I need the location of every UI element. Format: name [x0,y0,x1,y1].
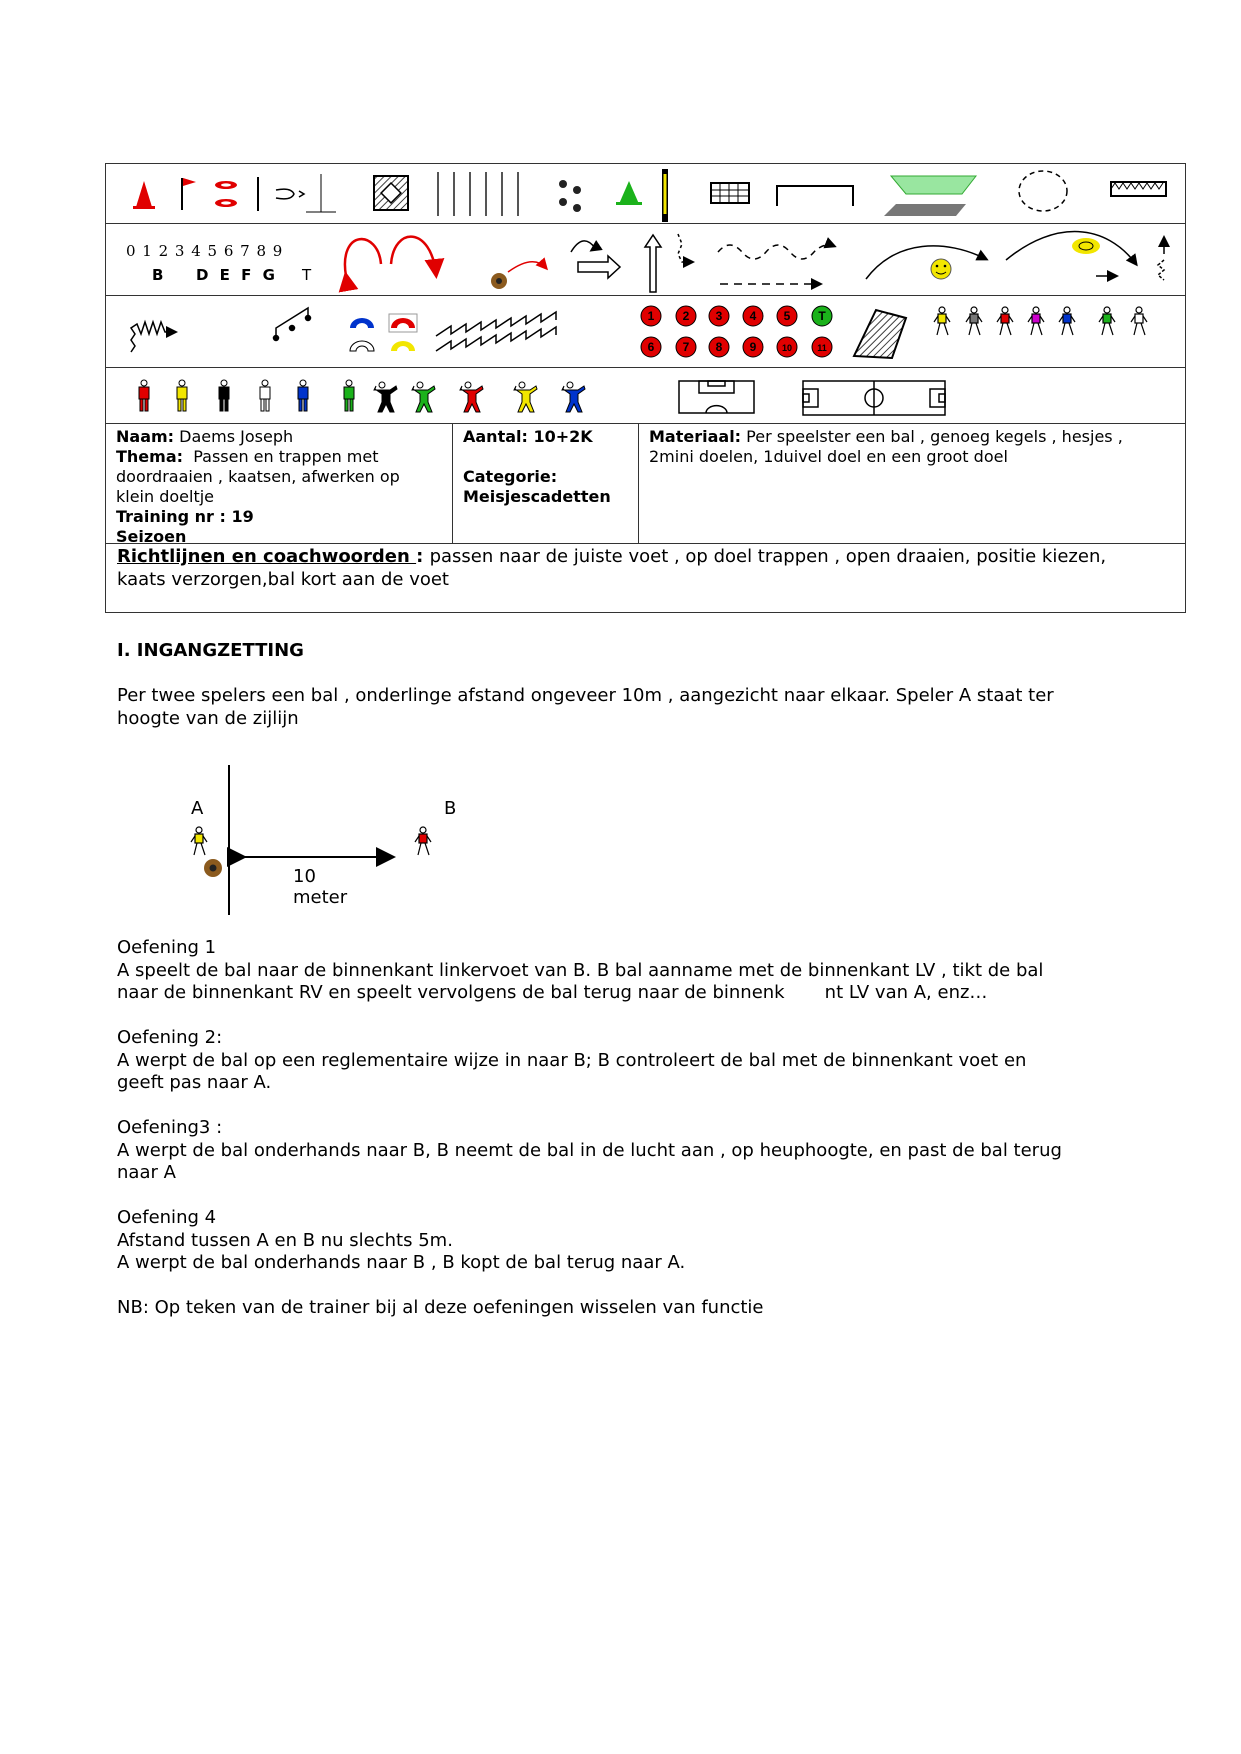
guidelines-text-1: passen naar de juiste voet , op doel trappen , open draaien, positie kiezen, [429,546,1107,567]
exercise-4-line-1: Afstand tussen A en B nu slechts 5m. [117,1230,453,1251]
green-cone-icon [616,181,642,205]
up-arrow-icon [645,235,661,292]
turn-arrow-icon [571,241,620,278]
aantal-label: Aantal: 10+2K [463,427,593,446]
goal-frame-icon [777,186,853,206]
materiaal-value-2: 2mini doelen, 1duivel doel en een groot doel [649,447,1008,466]
curve-pass-icon [276,189,304,199]
marker-9: 9 [749,340,757,354]
hurdles-row-icon [436,312,556,351]
marker-5: 5 [783,309,791,323]
thema-value-1: Passen en trappen met [193,447,379,466]
session-sheet [105,163,1186,613]
thema-value-3: klein doeltje [116,487,215,506]
guidelines [106,544,1185,592]
smiley-icon [931,259,951,279]
mini-goal-icon [711,183,749,203]
marker-6: 6 [647,340,655,354]
marker-11: 11 [817,343,827,353]
guidelines-colon: : [416,546,430,567]
info-column-left [106,424,453,546]
marker-2: 2 [682,309,690,323]
goalkeepers-icons [374,382,585,412]
exercise-1-line-1: A speelt de bal naar de binnenkant linkervoet van B. B bal aanname met de binnenkant LV , tikt de bal [117,960,1044,981]
marker-7: 7 [682,340,690,354]
naam-label: Naam: [116,427,175,446]
markers-row [106,296,1185,368]
equipment-symbols [106,164,1187,224]
exercise-4-line-2: A werpt de bal onderhands naar B , B kopt de bal terug naar A. [117,1252,686,1273]
categorie-label: Categorie: [463,467,558,486]
player-a-icon [191,827,207,855]
player-b-icon [415,827,431,855]
letters-label: D E F G [196,266,278,284]
corner-flag-icon [182,178,196,210]
exercise-2-line-2: geeft pas naar A. [117,1072,272,1093]
players-symbols [106,368,1187,424]
marker-1: 1 [647,309,655,323]
numbered-markers [641,306,832,357]
ball-pass-icon [491,262,546,289]
exercise-1-title: Oefening 1 [117,937,217,958]
exercise-1-line-2: naar de binnenkant RV en speelt vervolgens de bal terug naar de binnenk nt LV van A, enz… [117,982,988,1003]
balls-icon [559,180,581,212]
dribble-arrow-icon [678,234,692,262]
ball-icon [204,859,222,877]
long-curve-arrow-icon [1006,232,1136,264]
lob-arrow-left-icon [345,239,381,276]
players-small-icons [934,307,1147,335]
players-standing-icons [139,380,354,411]
curve-arrow-icon [866,246,986,279]
info-column-right [639,424,1185,543]
disc-marker-icon [215,181,237,207]
guidelines-text-2: kaats verzorgen,bal kort aan de voet [117,569,449,590]
lob-arrow-right-icon [391,237,436,274]
large-goal-icon [1111,182,1166,196]
pole-yellow-icon [662,169,668,222]
markers-symbols [106,296,1187,368]
dashed-zone-icon [1019,171,1067,211]
section-title: I. INGANGZETTING [117,640,304,661]
letter-t-label: T [302,266,312,284]
distance-label: 10 meter [293,866,348,908]
player-b-label: B [444,798,457,819]
marker-4: 4 [749,309,757,323]
thema-value-2: doordraaien , kaatsen, afwerken op [116,467,400,486]
zigzag-dribble-icon [131,322,175,352]
wave-run-icon [718,245,834,259]
marker-8: 8 [715,340,723,354]
full-pitch-icon [803,381,945,415]
colored-arcs-icon [350,314,417,351]
equipment-symbols-row [106,164,1185,224]
note: NB: Op teken van de trainer bij al deze oefeningen wisselen van functie [117,1297,764,1318]
cone-icon [133,181,155,209]
exercise-3-line-1: A werpt de bal onderhands naar B, B neemt de bal in de lucht aan , op heuphoogte, en past de bal terug [117,1140,1062,1161]
categorie-value: Meisjescadetten [463,487,611,506]
intro-line-2: hoogte van de zijlijn [117,708,299,729]
marker-t: T [818,309,826,323]
letter-b-label: B [152,266,164,284]
player-a-label: A [191,798,204,819]
movement-symbols-row [106,224,1185,296]
thema-label: Thema: [116,447,184,466]
hatched-box-icon [374,176,408,210]
target-ring-icon [1072,238,1100,254]
training-label: Training nr : 19 [116,507,254,526]
exercise-3-title: Oefening3 : [117,1117,223,1138]
half-pitch-icon [679,381,754,413]
poles-icon [438,172,518,216]
pitch-field-icon [884,176,976,216]
rebounder-net-icon [854,310,906,358]
naam-value: Daems Joseph [179,427,294,446]
hurdle-small-icon [274,308,311,341]
exercise-3-line-2: naar A [117,1162,176,1183]
seizoen-label: Seizoen [116,527,187,546]
players-row [106,368,1185,424]
exercise-4-title: Oefening 4 [117,1207,217,1228]
materiaal-label: Materiaal: [649,427,742,446]
marker-3: 3 [715,309,723,323]
digits-label: 0 1 2 3 4 5 6 7 8 9 [126,242,284,260]
exercise-2-line-1: A werpt de bal op een reglementaire wijze in naar B; B controleert de bal met de binnenkant voet en [117,1050,1027,1071]
session-info [106,424,1185,544]
movement-symbols [106,224,1187,296]
marker-10: 10 [781,343,793,353]
intro-line-1: Per twee spelers een bal , onderlinge afstand ongeveer 10m , aangezicht naar elkaar. Speler A staat ter [117,685,1054,706]
materiaal-value-1: Per speelster een bal , genoeg kegels , hesjes , [746,427,1123,446]
guidelines-label: Richtlijnen en coachwoorden [117,546,417,567]
info-column-middle [453,424,639,543]
exercise-2-title: Oefening 2: [117,1027,223,1048]
